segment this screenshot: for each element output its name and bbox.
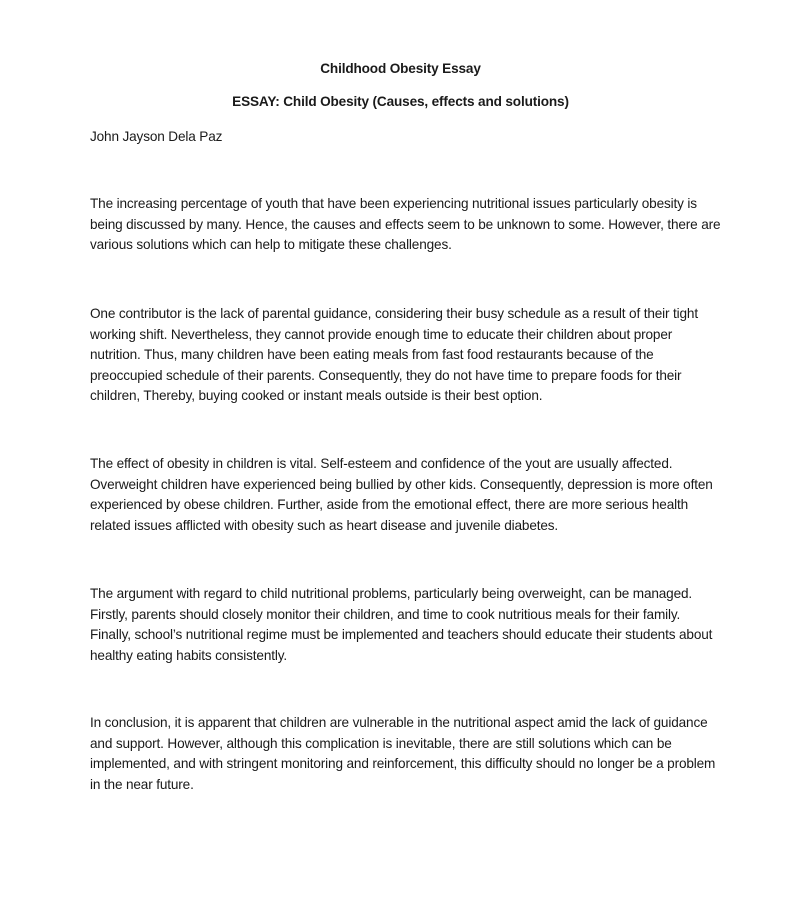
paragraph-causes: One contributor is the lack of parental guidance, considering their busy schedule as a result of their tight working shift. Nevertheless, they cannot provide enough time to educate their children about proper nutrition. Thus, many children have been eating meals from fast food restaurants because of the preoccupied schedule of their parents. Consequently, they do not have time to prepare foods for their children, Thereby, buying cooked or instant meals outside is their best option. bbox=[90, 306, 698, 403]
paragraph-effects: The effect of obesity in children is vital. Self-esteem and confidence of the yout are usually affected. Overweight children have experienced being bullied by other kids. Consequently, depression is more often experienced by obese children. Further, aside from the emotional effect, there are more serious health related issues afflicted with obesity such as heart disease and juvenile diabetes. bbox=[90, 456, 713, 533]
author-name: John Jayson Dela Paz bbox=[90, 129, 223, 144]
document-subtitle: ESSAY: Child Obesity (Causes, effects and solutions) bbox=[232, 94, 569, 109]
paragraph-solutions: The argument with regard to child nutritional problems, particularly being overweight, can be managed. Firstly, parents should closely monitor their children, and time to cook nutritious meals for their family. Finally, school’s nutritional regime must be implemented and teachers should educate their students about healthy eating habits consistently. bbox=[90, 586, 713, 663]
document-title: Childhood Obesity Essay bbox=[320, 61, 481, 76]
paragraph-conclusion: In conclusion, it is apparent that children are vulnerable in the nutritional aspect amid the lack of guidance and support. However, although this complication is inevitable, there are still solutions which can be implemented, and with stringent monitoring and reinforcement, this difficulty should no longer be a problem in the near future. bbox=[90, 715, 716, 792]
paragraph-introduction: The increasing percentage of youth that have been experiencing nutritional issues particularly obesity is being discussed by many. Hence, the causes and effects seem to be unknown to some. However, there are various solutions which can help to mitigate these challenges. bbox=[90, 196, 721, 252]
